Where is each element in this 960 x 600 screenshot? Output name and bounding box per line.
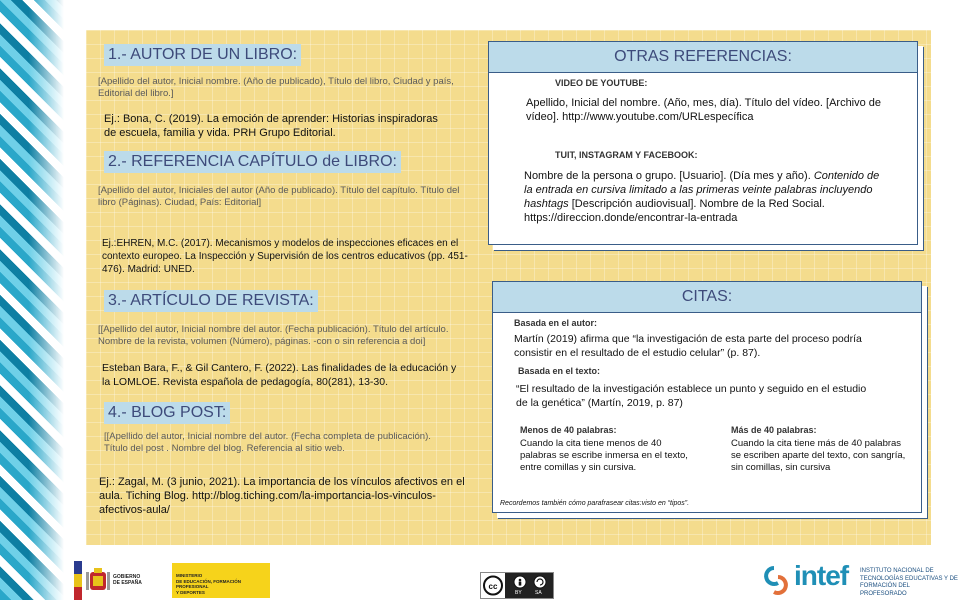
citas-more-text: Cuando la cita tiene más de 40 palabras se escriben aparte del texto, con sangría, sin comillas, sin cursiva <box>731 438 906 473</box>
intef-line-3: FORMACIÓN DEL PROFESORADO <box>860 583 910 597</box>
section2-heading: 2.- REFERENCIA CAPÍTULO de LIBRO: <box>104 151 401 173</box>
ministry-line-1: MINISTERIO <box>176 573 203 578</box>
ministry-line-2: DE EDUCACIÓN, FORMACIÓN PROFESIONAL <box>176 578 241 589</box>
citas-author-text: Martín (2019) afirma que “la investigación de esta parte del proceso podría consistir en el resultado de el estudio celular” (p. 87). <box>514 333 862 359</box>
section2-example: Ej.:EHREN, M.C. (2017). Mecanismos y modelos de inspecciones eficaces en el contexto europeo. La Inspección y Supervisión de los centros educativos (pp. 451-476). Madrid: UNED. <box>102 238 468 275</box>
section3-example: Esteban Bara, F., & Gil Cantero, F. (2022). Las finalidades de la educación y la LOMLOE. Revista española de pedagogía, 80(281), 13-30. <box>102 362 457 388</box>
section3-template: [[Apellido del autor, Inicial nombre del autor. (Fecha publicación). Título del artículo. Nombre de la revista, volumen (Número), páginas. -con o sin referencia a doi] <box>98 324 449 347</box>
social-label: TUIT, INSTAGRAM Y FACEBOOK: <box>555 150 698 160</box>
cc-license-badge[interactable] <box>480 572 554 599</box>
gov-line-1: GOBIERNO <box>113 574 141 580</box>
otras-referencias-title: OTRAS REFERENCIAS: <box>489 42 917 73</box>
intef-line-2: TECNOLOGÍAS EDUCATIVAS Y DE <box>860 575 958 582</box>
ministry-line-3: Y DEPORTES <box>176 589 205 595</box>
citas-more-label: Más de 40 palabras: <box>731 425 817 435</box>
social-text-part-a: Nombre de la persona o grupo. [Usuario]. (Día mes y año). <box>524 170 814 182</box>
intef-logo[interactable] <box>760 562 958 598</box>
svg-text:cc: cc <box>488 582 498 591</box>
cc-sa-label: SA <box>535 590 542 596</box>
section1-heading: 1.- AUTOR DE UN LIBRO: <box>104 44 301 66</box>
citas-text-text: “El resultado de la investigación establece un punto y seguido en el estudio de la genética” (Martín, 2019, p. 87) <box>516 383 867 409</box>
ministry-logo <box>74 561 271 600</box>
gobierno-block <box>84 563 172 598</box>
section2-template: [Apellido del autor, Iniciales del autor (Año de publicado). Título del capítulo. Título del libro (Páginas). Ciudad, País: Editorial] <box>98 185 460 208</box>
social-text-italic: Contenido de la entrada en cursiva limitado a las primeras veinte palabras incluyendo hashtags <box>524 170 880 210</box>
social-text-part-b: [Descripción audiovisual]. Nombre de la Red Social. https://direccion.donde/encontrar-la-entrada <box>524 198 825 224</box>
cc-by-label: BY <box>515 590 522 596</box>
gov-line-2: DE ESPAÑA <box>113 580 142 586</box>
social-text <box>524 169 889 225</box>
intef-line-1: INSTITUTO NACIONAL DE <box>860 568 934 574</box>
decorative-pixel-strip <box>0 0 64 600</box>
citas-note: Recordemos también cómo parafrasear citas:visto en “tipos”. <box>500 500 690 507</box>
youtube-label: VIDEO DE YOUTUBE: <box>555 78 648 88</box>
citas-less-text: Cuando la cita tiene menos de 40 palabras se escribe inmersa en el texto, entre comillas y sin cursiva. <box>520 438 688 473</box>
ministry-block <box>172 563 270 598</box>
citas-title: CITAS: <box>493 282 921 313</box>
coat-of-arms-icon <box>86 566 110 594</box>
section4-template: [[Apellido del autor, Inicial nombre del autor. (Fecha completa de publicación). Título del post . Nombre del blog. Referencia al sitio web. <box>104 431 431 454</box>
citas-text-label: Basada en el texto: <box>518 366 601 376</box>
section3-heading: 3.- ARTÍCULO DE REVISTA: <box>104 290 318 312</box>
section1-example: Ej.: Bona, C. (2019). La emoción de aprender: Historias inspiradoras de escuela, familia y vida. PRH Grupo Editorial. <box>104 113 438 139</box>
section4-heading: 4.- BLOG POST: <box>104 402 230 424</box>
citas-author-label: Basada en el autor: <box>514 318 598 328</box>
section4-example: Ej.: Zagal, M. (3 junio, 2021). La importancia de los vínculos afectivos en el aula. Tiching Blog. http://blog.tiching.com/la-importancia-los-vinculos-afectivos-aula/ <box>99 476 465 516</box>
section1-template: [Apellido del autor, Inicial nombre. (Año de publicado), Título del libro, Ciudad y país, Editorial del libro.] <box>98 76 454 99</box>
intef-symbol-icon <box>760 564 792 596</box>
citas-less-label: Menos de 40 palabras: <box>520 425 617 435</box>
youtube-text: Apellido, Inicial del nombre. (Año, mes, día). Título del vídeo. [Archivo de vídeo]. http://www.youtube.com/URLespecífica <box>526 97 882 123</box>
eu-flag-stripe <box>74 561 82 600</box>
intef-wordmark: intef <box>794 560 849 591</box>
